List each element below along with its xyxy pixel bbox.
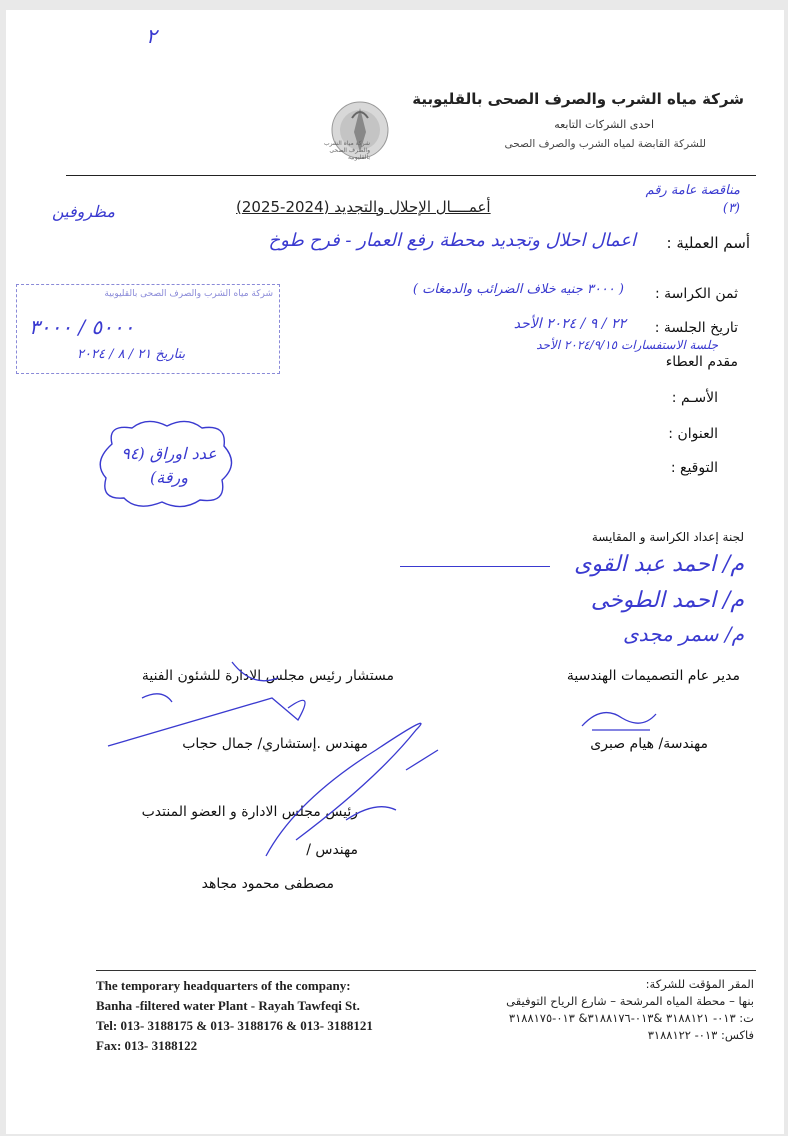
operation-label: أسم العملية : [666,234,750,252]
footer-en-line-4: Fax: 013- 3188122 [96,1038,198,1053]
subsidiary-line: احدى الشركات التابعه [554,118,654,131]
stamp-date: بتاريخ ٢١ / ٨ / ٢٠٢٤ [77,347,186,362]
session-date-label: تاريخ الجلسة : [654,320,738,336]
price-label: ثمن الكراسة : [654,286,738,302]
pages-count-cloud: عدد اوراق (٩٤ ورقة) [92,414,242,514]
page-number: ٢ [146,24,157,48]
footer-english [96,976,373,1056]
company-name: شركة مياه الشرب والصرف الصحى بالقليوبية [412,90,744,108]
operation-name: اعمال احلال وتجديد محطة رفع العمار - فرح طوخ [268,230,636,251]
chairman-title: رئيس مجلس الادارة و العضو المنتدب [141,804,358,820]
chairman-name: مصطفى محمود مجاهد [201,876,334,892]
chairman-prefix: مهندس / [306,842,358,858]
document-page [6,10,784,1134]
committee-sign-stroke [400,566,550,567]
session-date-value: ٢٢ / ٩ / ٢٠٢٤ الأحد [513,316,626,332]
stamp-receipt-number: ٥٠٠٠ / ٣٠٠٠ [29,315,135,339]
chairman-signature [256,710,446,860]
committee-member-2: م/ احمد الطوخى [590,588,744,613]
advisor-name: مهندس .إستشاري/ جمال حجاب [182,736,368,752]
tender-number-note: مناقصة عامة رقم (٣) [645,183,740,216]
committee-label: لجنة إعداد الكراسة و المقايسة [591,530,744,544]
footer-ar-line-4: فاكس: ٠١٣- ٣١٨٨١٢٢ [647,1028,754,1042]
signature-label: التوقيع : [670,460,718,476]
header-divider [66,175,756,176]
address-label: العنوان : [668,426,718,442]
inquiries-note: جلسة الاستفسارات ٢٠٢٤/٩/١٥ الأحد [536,338,718,352]
holding-line: للشركة القابضة لمياه الشرب والصرف الصحى [504,138,706,150]
receipt-stamp: شركة مياه الشرب والصرف الصحى بالقليوبية ٥٠٠٠ / ٣٠٠٠ بتاريخ ٢١ / ٨ / ٢٠٢٤ [16,284,280,374]
design-manager-signature [572,696,662,734]
footer-en-line-2: Banha -filtered water Plant - Rayah Tawfeqi St. [96,998,360,1013]
footer-divider [96,970,756,971]
footer-en-line-1: The temporary headquarters of the company: [96,978,351,993]
company-logo: شركة مياه الشرب والصرف الصحى بالقليوبية [312,98,420,166]
design-manager-title: مدير عام التصميمات الهندسية [566,668,740,684]
name-label: الأسـم : [671,390,718,406]
committee-member-3: م/ سمر مجدى [623,622,744,646]
committee-member-1: م/ احمد عبد القوى [574,552,744,577]
footer-arabic [506,976,754,1044]
footer-ar-line-1: المقر المؤقت للشركة: [645,977,754,991]
document-title: أعمــــال الإحلال والتجديد (2024-2025) [236,198,491,216]
design-manager-name: مهندسة/ هيام صبرى [590,736,708,752]
bidder-label: مقدم العطاء [665,354,738,370]
footer-ar-line-2: بنها – محطة المياه المرشحة – شارع الرياح التوفيقى [506,994,754,1008]
envelopes-note: مظروفين [52,202,115,221]
footer-en-line-3: Tel: 013- 3188175 & 013- 3188176 & 013- 3188121 [96,1018,373,1033]
price-value: ( ٣٠٠٠ جنيه خلاف الضرائب والدمغات ) [412,282,624,297]
advisor-title: مستشار رئيس مجلس الادارة للشئون الفنية [141,668,394,684]
footer-ar-line-3: ت: ٠١٣- ٣١٨٨١٢١ &٠١٣-٣١٨٨١٧٦& ٠١٣-٣١٨٨١٧٥ [508,1011,754,1025]
